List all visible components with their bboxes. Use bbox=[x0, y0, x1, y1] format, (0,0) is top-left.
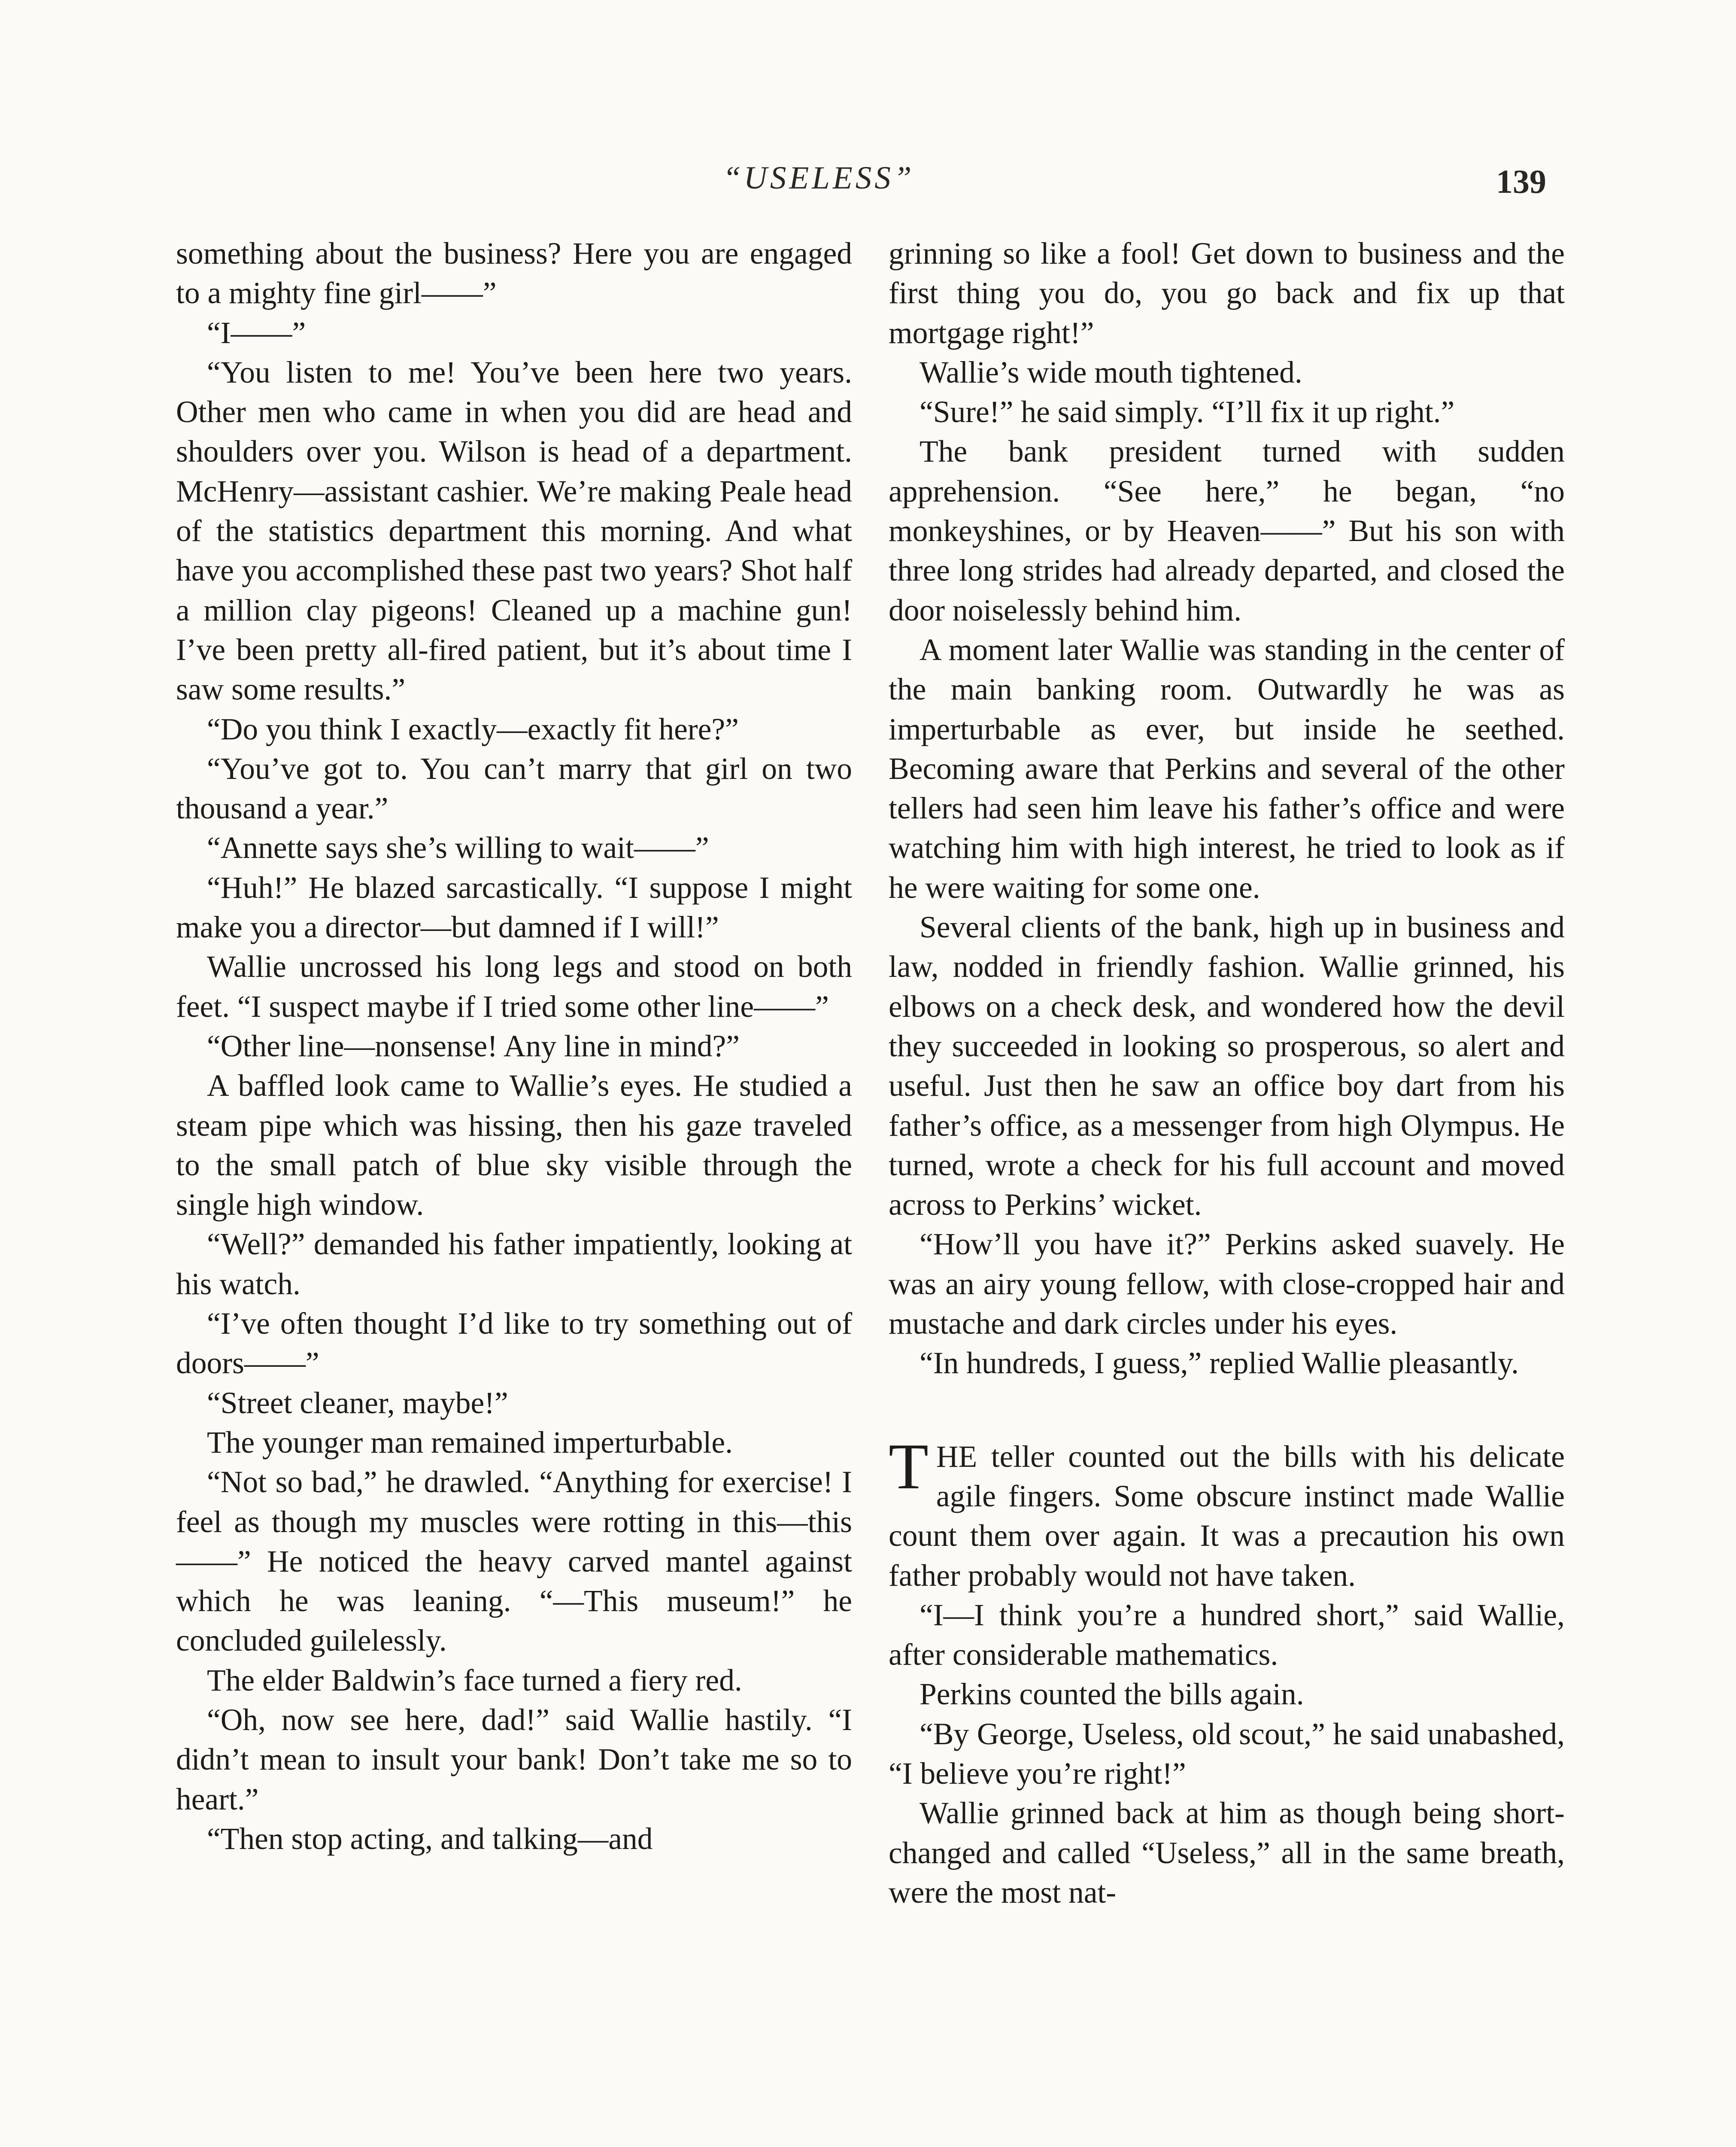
paragraph: “Annette says she’s willing to wait——” bbox=[207, 831, 709, 865]
running-title: “USELESS” bbox=[723, 160, 915, 196]
paragraph: Wallie uncrossed his long legs and stood on both feet. “I suspect maybe if I tried some other line——” bbox=[176, 950, 852, 1024]
paragraph: “You listen to me! You’ve been here two years. Other men who came in when you did are head and shoulders over you. Wilson is head of a department. McHenry—assistant cashier. We’re making Peale head of the statistics department this morning. And what have you accomplished these past two years? Shot half a million clay pigeons! Cleaned up a machine gun! I’ve been pretty all-fired patient, but it’s about time I saw some results.” bbox=[176, 355, 852, 707]
paragraph-text: HE teller counted out the bills with his delicate agile fingers. Some obscure instinct made Wallie count them over again. It was a precaution his own father probably would not have taken. bbox=[889, 1439, 1565, 1593]
right-column bbox=[889, 234, 1565, 1913]
paragraph: A moment later Wallie was standing in the center of the main banking room. Outwardly he was as imperturbable as ever, but inside he seethed. Becoming aware that Perkins and several of the other tellers had seen him leave his father’s office and were watching him with high interest, he tried to look as if he were waiting for some one. bbox=[889, 633, 1565, 905]
paragraph: The bank president turned with sudden apprehension. “See here,” he began, “no monkeyshines, or by Heaven——” But his son with three long strides had already departed, and closed the door noiselessly behind him. bbox=[889, 435, 1565, 627]
paragraph: A baffled look came to Wallie’s eyes. He studied a steam pipe which was hissing, then his gaze traveled to the small patch of blue sky visible through the single high window. bbox=[176, 1069, 852, 1222]
paragraph: “I——” bbox=[207, 316, 306, 350]
page-number: 139 bbox=[1496, 163, 1546, 200]
paragraph: Perkins counted the bills again. bbox=[920, 1677, 1304, 1712]
section-opening-paragraph bbox=[889, 1430, 1565, 1596]
paragraph: “Not so bad,” he drawled. “Anything for exercise! I feel as though my muscles were rotting in this—this——” He noticed the heavy carved mantel against which he was leaning. “—This museum!” he concluded guilelessly. bbox=[176, 1465, 852, 1658]
paragraph: “By George, Useless, old scout,” he said unabashed, “I believe you’re right!” bbox=[889, 1717, 1565, 1791]
drop-cap: T bbox=[889, 1430, 929, 1502]
paragraph: “Well?” demanded his father impatiently, looking at his watch. bbox=[176, 1227, 852, 1301]
paragraph: Several clients of the bank, high up in business and law, nodded in friendly fashion. Wallie grinned, his elbows on a check desk, and wondered how the devil they succeeded in looking so prosperous, so alert and useful. Just then he saw an office boy dart from his father’s office, as a messenger from high Olympus. He turned, wrote a check for his full account and moved across to Perkins’ wicket. bbox=[889, 910, 1565, 1222]
paragraph: “Street cleaner, maybe!” bbox=[207, 1386, 508, 1420]
paragraph: “You’ve got to. You can’t marry that girl on two thousand a year.” bbox=[176, 751, 852, 826]
paragraph: “In hundreds, I guess,” replied Wallie pleasantly. bbox=[920, 1346, 1519, 1381]
paragraph: Wallie’s wide mouth tightened. bbox=[920, 355, 1302, 389]
paragraph: The elder Baldwin’s face turned a fiery red. bbox=[207, 1663, 742, 1697]
paragraph: “Huh!” He blazed sarcastically. “I suppose I might make you a director—but damned if I will!” bbox=[176, 870, 852, 945]
paragraph: “Oh, now see here, dad!” said Wallie hastily. “I didn’t mean to insult your bank! Don’t take me so to heart.” bbox=[176, 1703, 852, 1816]
paragraph: “How’ll you have it?” Perkins asked suavely. He was an airy young fellow, with close-cropped hair and mustache and dark circles under his eyes. bbox=[889, 1227, 1565, 1341]
paragraph: grinning so like a fool! Get down to business and the first thing you do, you go back and fix up that mortgage right!” bbox=[889, 237, 1565, 350]
paragraph: something about the business? Here you are engaged to a mighty fine girl——” bbox=[176, 237, 852, 310]
paragraph: “I’ve often thought I’d like to try something out of doors——” bbox=[176, 1307, 852, 1381]
paragraph: “Then stop acting, and talking—and bbox=[207, 1822, 653, 1856]
paragraph: The younger man remained imperturbable. bbox=[207, 1425, 733, 1460]
paragraph: “Other line—nonsense! Any line in mind?” bbox=[207, 1029, 740, 1063]
paragraph: “I—I think you’re a hundred short,” said Wallie, after considerable mathematics. bbox=[889, 1598, 1565, 1672]
paragraph: “Sure!” he said simply. “I’ll fix it up right.” bbox=[920, 395, 1455, 429]
left-column bbox=[176, 234, 852, 1859]
paragraph: “Do you think I exactly—exactly fit here?” bbox=[207, 712, 739, 746]
section-break bbox=[889, 1384, 1565, 1437]
paragraph: Wallie grinned back at him as though being short-changed and called “Useless,” all in the same breath, were the most nat- bbox=[889, 1796, 1565, 1910]
